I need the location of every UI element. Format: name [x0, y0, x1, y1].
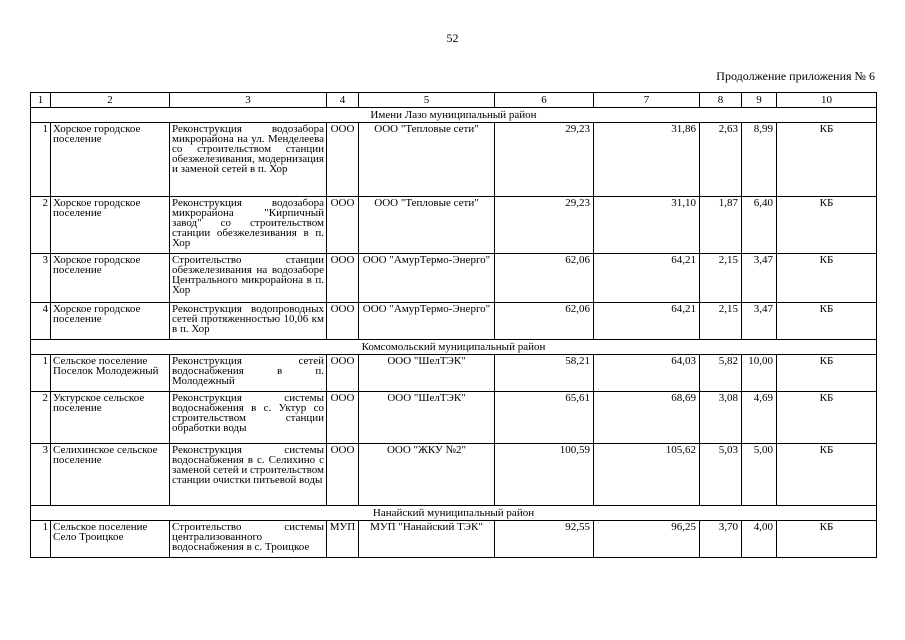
value-cell-9: 5,00	[742, 444, 777, 506]
org-type-cell: ООО	[327, 303, 359, 340]
district-header-row	[31, 506, 877, 521]
value-cell-9: 8,99	[742, 123, 777, 197]
funding-source-cell: КБ	[777, 355, 877, 392]
row-number: 3	[31, 254, 51, 303]
org-type-cell: ООО	[327, 392, 359, 444]
value-cell-6: 58,21	[495, 355, 594, 392]
value-cell-8: 5,82	[700, 355, 742, 392]
value-cell-9: 6,40	[742, 197, 777, 254]
org-type-cell: МУП	[327, 521, 359, 558]
value-cell-6: 62,06	[495, 254, 594, 303]
value-cell-6: 65,61	[495, 392, 594, 444]
org-type-cell: ООО	[327, 444, 359, 506]
value-cell-7: 96,25	[594, 521, 700, 558]
funding-source-cell: КБ	[777, 444, 877, 506]
project-cell: Реконструкция сетей водоснабжения в п. Молодежный	[170, 355, 327, 392]
municipality-cell: Сельское поселение Поселок Молодежный	[51, 355, 170, 392]
project-cell: Реконструкция водозабора микрорайона "Кирпичный завод" со строительством станции обезжелезивания в п. Хор	[170, 197, 327, 254]
org-type-cell: ООО	[327, 197, 359, 254]
organization-cell: ООО "ШелТЭК"	[359, 392, 495, 444]
column-header: 2	[51, 93, 170, 108]
table-row	[31, 392, 877, 444]
value-cell-6: 29,23	[495, 197, 594, 254]
district-header-row	[31, 340, 877, 355]
column-header: 7	[594, 93, 700, 108]
municipality-cell: Хорское городское поселение	[51, 254, 170, 303]
row-number: 1	[31, 521, 51, 558]
district-name: Имени Лазо муниципальный район	[31, 108, 877, 123]
organization-cell: ООО "АмурТермо-Энерго"	[359, 254, 495, 303]
municipality-cell: Хорское городское поселение	[51, 123, 170, 197]
district-header-row	[31, 108, 877, 123]
column-header: 1	[31, 93, 51, 108]
page-number: 52	[446, 31, 459, 45]
funding-source-cell: КБ	[777, 123, 877, 197]
value-cell-8: 2,15	[700, 303, 742, 340]
table-row	[31, 303, 877, 340]
project-cell: Строительство системы централизованного водоснабжения в с. Троицкое	[170, 521, 327, 558]
value-cell-9: 10,00	[742, 355, 777, 392]
row-number: 2	[31, 197, 51, 254]
table-row	[31, 123, 877, 197]
district-name: Комсомольский муниципальный район	[31, 340, 877, 355]
municipality-cell: Хорское городское поселение	[51, 197, 170, 254]
column-header: 5	[359, 93, 495, 108]
column-header: 10	[777, 93, 877, 108]
column-header: 3	[170, 93, 327, 108]
project-cell: Реконструкция системы водоснабжения в с. Селихино с заменой сетей и строительством станции очистки питьевой воды	[170, 444, 327, 506]
organization-cell: ООО "Тепловые сети"	[359, 197, 495, 254]
value-cell-9: 3,47	[742, 254, 777, 303]
row-number: 3	[31, 444, 51, 506]
row-number: 1	[31, 355, 51, 392]
org-type-cell: ООО	[327, 123, 359, 197]
value-cell-9: 4,69	[742, 392, 777, 444]
table-row	[31, 521, 877, 558]
row-number: 1	[31, 123, 51, 197]
funding-source-cell: КБ	[777, 197, 877, 254]
appendix-continuation-label: Продолжение приложения № 6	[716, 69, 875, 83]
org-type-cell: ООО	[327, 254, 359, 303]
row-number: 4	[31, 303, 51, 340]
organization-cell: ООО "АмурТермо-Энерго"	[359, 303, 495, 340]
value-cell-9: 4,00	[742, 521, 777, 558]
column-header: 4	[327, 93, 359, 108]
table-row	[31, 355, 877, 392]
value-cell-8: 3,08	[700, 392, 742, 444]
funding-source-cell: КБ	[777, 303, 877, 340]
project-cell: Реконструкция водопроводных сетей протяженностью 10,06 км в п. Хор	[170, 303, 327, 340]
value-cell-7: 31,10	[594, 197, 700, 254]
value-cell-7: 64,03	[594, 355, 700, 392]
table-row	[31, 254, 877, 303]
value-cell-8: 2,63	[700, 123, 742, 197]
value-cell-7: 31,86	[594, 123, 700, 197]
org-type-cell: ООО	[327, 355, 359, 392]
column-header: 9	[742, 93, 777, 108]
funding-source-cell: КБ	[777, 392, 877, 444]
funding-source-cell: КБ	[777, 254, 877, 303]
value-cell-7: 105,62	[594, 444, 700, 506]
municipality-cell: Сельское поселение Село Троицкое	[51, 521, 170, 558]
organization-cell: ООО "ШелТЭК"	[359, 355, 495, 392]
column-number-header	[31, 93, 877, 108]
value-cell-9: 3,47	[742, 303, 777, 340]
municipality-cell: Уктурское сельское поселение	[51, 392, 170, 444]
table-row	[31, 197, 877, 254]
table-row	[31, 444, 877, 506]
organization-cell: МУП "Нанайский ТЭК"	[359, 521, 495, 558]
value-cell-8: 2,15	[700, 254, 742, 303]
district-name: Нанайский муниципальный район	[31, 506, 877, 521]
value-cell-6: 29,23	[495, 123, 594, 197]
value-cell-8: 3,70	[700, 521, 742, 558]
organization-cell: ООО "Тепловые сети"	[359, 123, 495, 197]
value-cell-8: 5,03	[700, 444, 742, 506]
funding-source-cell: КБ	[777, 521, 877, 558]
value-cell-6: 62,06	[495, 303, 594, 340]
value-cell-7: 64,21	[594, 254, 700, 303]
value-cell-7: 68,69	[594, 392, 700, 444]
column-header: 6	[495, 93, 594, 108]
column-header: 8	[700, 93, 742, 108]
value-cell-7: 64,21	[594, 303, 700, 340]
row-number: 2	[31, 392, 51, 444]
value-cell-8: 1,87	[700, 197, 742, 254]
municipality-cell: Хорское городское поселение	[51, 303, 170, 340]
project-cell: Реконструкция водозабора микрорайона на ул. Менделеева со строительством станции обезжелезивания, модернизация и заменой сетей в п. Хор	[170, 123, 327, 197]
municipality-cell: Селихинское сельское поселение	[51, 444, 170, 506]
project-cell: Строительство станции обезжелезивания на водозаборе Центрального микрорайона в п. Хор	[170, 254, 327, 303]
value-cell-6: 100,59	[495, 444, 594, 506]
project-cell: Реконструкция системы водоснабжения в с. Уктур со строительством станции обработки воды	[170, 392, 327, 444]
value-cell-6: 92,55	[495, 521, 594, 558]
organization-cell: ООО "ЖКУ №2"	[359, 444, 495, 506]
investment-table	[30, 92, 877, 558]
